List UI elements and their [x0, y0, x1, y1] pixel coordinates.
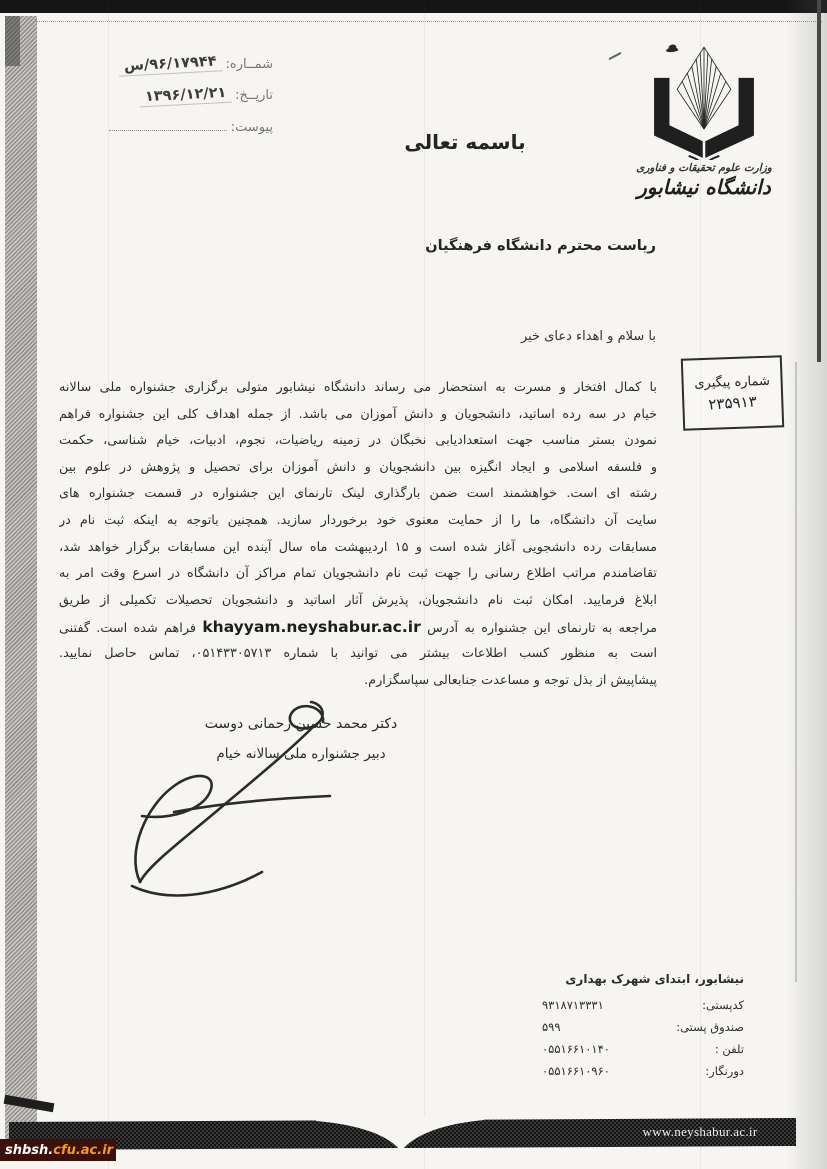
fax-value: ۰۵۵۱۶۶۱۰۹۶۰: [542, 1064, 610, 1078]
handwritten-signature: [118, 690, 348, 900]
scan-right-edge-thin-line: [795, 362, 797, 982]
field-date: [48, 84, 273, 106]
open-book-rays-icon: [640, 38, 768, 160]
closing-line: پیشاپیش از بذل توجه و مساعدت جنابعالی سپاسگزارم.: [364, 672, 657, 688]
body-line: رشته ای است. خواهشمند است ضمن بارگذاری لینک تارنمای این جشنواره در قسمت جشنواره های: [59, 486, 657, 502]
date-value: ۱۳۹۶/۱۲/۲۱: [139, 85, 231, 108]
pobox-value: ۵۹۹: [542, 1020, 561, 1034]
greeting-line: با سلام و اهداء دعای خیر: [520, 329, 656, 344]
website-url: www.neyshabur.ac.ir: [642, 1124, 758, 1139]
university-logo: [598, 38, 810, 199]
url-line-post: فراهم شده است. گفتنی: [59, 621, 197, 637]
body-line: و فلسفه اسلامی و ایجاد انگیزه بین دانشجویان و دانش آموزان برای تحصیل و پژوهش در علوم بین: [59, 459, 657, 475]
footer-address: نیشابور، ابتدای شهرک بهداری: [565, 972, 744, 986]
footer-contact-block: [542, 972, 744, 1082]
tracking-number: ۲۳۵۹۱۳: [708, 391, 758, 414]
recipient-line: ریاست محترم دانشگاه فرهنگیان: [425, 238, 656, 254]
university-name: دانشگاه نیشابور: [637, 175, 771, 199]
attachment-dotted-line: [109, 118, 227, 131]
url-line-pre: مراجعه به تارنمای این جشنواره به آدرس: [427, 621, 657, 637]
body-line: است به منظور کسب اطلاعات بیشتر می توانید با شماره ۰۵۱۴۳۳۰۵۷۱۳، تماس حاصل نمایید.: [59, 645, 657, 661]
ministry-name: وزارت علوم تحقیقات و فناوری: [636, 162, 772, 174]
footer-row-phone: [542, 1038, 744, 1060]
body-line-with-url: [59, 614, 657, 641]
body-line: ابلاغ فرمایید. امکان ثبت نام دانشجویان، پذیرش آثار اساتید و دانشجویان تحصیلات تکمیلی از طریق: [59, 592, 657, 608]
tracking-number-stamp: [681, 355, 784, 430]
body-line: سایت آن دانشگاه، ما را از حمایت معنوی خود برخوردار سازید. همچنین باتوجه به اینکه ثبت نام در: [59, 512, 657, 528]
fax-label: دورنگار:: [705, 1064, 744, 1078]
number-value: ۹۶/۱۷۹۴۴/س: [118, 53, 221, 76]
scan-right-edge-line: [817, 0, 821, 362]
scan-left-corner-shadow: [5, 16, 20, 66]
number-label: شمــاره:: [225, 57, 273, 72]
tracking-label: شماره پیگیری: [694, 373, 771, 391]
pobox-label: صندوق پستی:: [676, 1020, 744, 1034]
date-label: تاریــخ:: [235, 88, 273, 103]
letterhead-fields: [48, 53, 273, 148]
basmala-text: باسمه تعالی: [404, 130, 526, 154]
signer-name: دکتر محمد حسین رحمانی دوست: [204, 716, 398, 732]
body-line: نمودن بستر مناسب جهت استعدادیابی نخبگان در زمینه ریاضیات، نجوم، ادبیات، خیام شناسی، حکمت: [59, 433, 657, 449]
bird-icon: [666, 45, 679, 53]
watermark-prefix: shbsh.: [5, 1142, 54, 1158]
footer-row-pobox: [542, 1016, 744, 1038]
scan-left-texture-strip: [5, 16, 37, 1144]
phone-value: ۰۵۵۱۶۶۱۰۱۴۰: [542, 1042, 610, 1056]
footer-row-fax: [542, 1060, 744, 1082]
festival-url: khayyam.neyshabur.ac.ir: [202, 618, 421, 637]
phone-label: تلفن :: [714, 1042, 744, 1056]
postalcode-label: کدپستی:: [702, 998, 744, 1012]
scan-top-black-bar: [0, 0, 827, 13]
body-line: با کمال افتخار و مسرت به استحضار می رساند دانشگاه نیشابور متولی برگزاری جشنواره ملی سالانه: [59, 380, 657, 395]
body-line: مسابقات رده دانشجویی آغاز شده است و ۱۵ اردیبهشت ماه سال آینده این مسابقات برگزار خواهد شد،: [59, 539, 657, 555]
body-line: خیام در سه رده اساتید، دانشجویان و دانش آموزان می باشد. از جمله اهداف کلی این جشنواره فراهم: [59, 406, 657, 422]
footer-row-postalcode: [542, 994, 744, 1016]
field-number: [48, 53, 273, 75]
attachment-label: پیوست:: [230, 120, 273, 135]
page-top-dotted-edge: [36, 21, 822, 22]
postalcode-value: ۹۳۱۸۷۱۳۳۳۱: [542, 998, 604, 1012]
watermark-suffix: cfu.ac.ir: [53, 1142, 114, 1158]
letter-body: [59, 375, 657, 694]
body-line: تقاضامندم مراتب اطلاع رسانی را جهت ثبت نام دانشجویان تمام مراکز آن دانشگاه در اسرع وقت امر به: [59, 566, 657, 582]
field-attachment: [48, 118, 273, 135]
watermark-badge: [0, 1139, 116, 1161]
signer-title: دبیر جشنواره ملی سالانه خیام: [216, 746, 386, 762]
